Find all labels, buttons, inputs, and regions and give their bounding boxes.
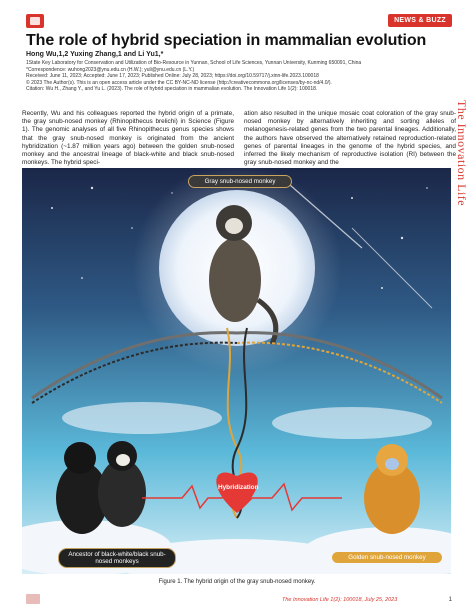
affiliation: 1State Key Laboratory for Conservation and Utilization of Bio-Resource in Yunnan, School of Life Sciences, Yunnan University, Kunming 650091, China: [26, 60, 362, 66]
hybridization-label: Hybridization: [218, 484, 259, 491]
received-dates: Received: June 11, 2023; Accepted: June 17, 2023; Published Online: July 28, 2023; https://doi.org/10.59717/j.xinn-life.2023.100018: [26, 73, 319, 80]
figure-illustration: [22, 168, 451, 574]
author-line: Hong Wu,1,2 Yuxing Zhang,1 and Li Yu1,*: [26, 51, 164, 58]
page-number: 1: [448, 597, 452, 603]
golden-monkey-label: Golden snub-nosed monkey: [332, 552, 442, 563]
news-buzz-badge: NEWS & BUZZ: [388, 14, 452, 27]
correspondence: *Correspondence: wuhong2023@ynu.edu.cn (H.W.); yuli@ynu.edu.cn (L.Y.): [26, 66, 195, 73]
ancestor-label: Ancestor of black-white/black snub-nosed monkeys: [58, 548, 176, 568]
footer-logo: [26, 594, 40, 604]
citation-line: Citation: Wu H., Zhang Y., and Yu L. (2023). The role of hybrid speciation in mammalian evolution. The Innovation Life 1(2): 100018.: [26, 86, 318, 93]
figure-1: [22, 168, 451, 574]
body-left-column: Recently, Wu and his colleagues reported the hybrid origin of a primate, the gray snub-nosed monkey (Rhinopithecus brelichi) in Science (Figure 1). The genomic analyses of all five Rhinopithecus genus species shows that the gray snub-nosed monkey is originated from the ancient hybridization (~1.87 million years ago) between the golden snub-nosed monkey and the ancestral lineage of black-white and black snub-nosed monkeys. The hybrid speci-: [22, 110, 234, 167]
journal-side-title: The Innovation Life: [455, 100, 469, 207]
article-metadata: [26, 60, 436, 93]
body-right-column: ation also resulted in the unique mosaic coat coloration of the gray snub-nosed monkey by alternatively inheriting and sorting alleles of melanogenesis-related genes from the two parental lineages. Additionally, the authors have observed the alternatively retained reproduction-related genes of parental lineages in the genome of the hybrid species, and inferred the likely mechanism of reproductive isolation (RI) between the gray snub-nosed monkey and the: [244, 110, 456, 167]
license-note: © 2023 The Author(s). This is an open access article under the CC BY-NC-ND license (http://creativecommons.org/licenses/by-nc-nd/4.0/).: [26, 79, 332, 86]
journal-logo: [26, 14, 44, 28]
figure-caption: Figure 1. The hybrid origin of the gray snub-nosed monkey.: [158, 579, 316, 585]
gray-monkey-label: Gray snub-nosed monkey: [188, 175, 292, 188]
footer-journal-info: The Innovation Life 1(2): 100018, July 25, 2023: [282, 597, 398, 603]
article-title: The role of hybrid speciation in mammalian evolution: [26, 32, 427, 49]
